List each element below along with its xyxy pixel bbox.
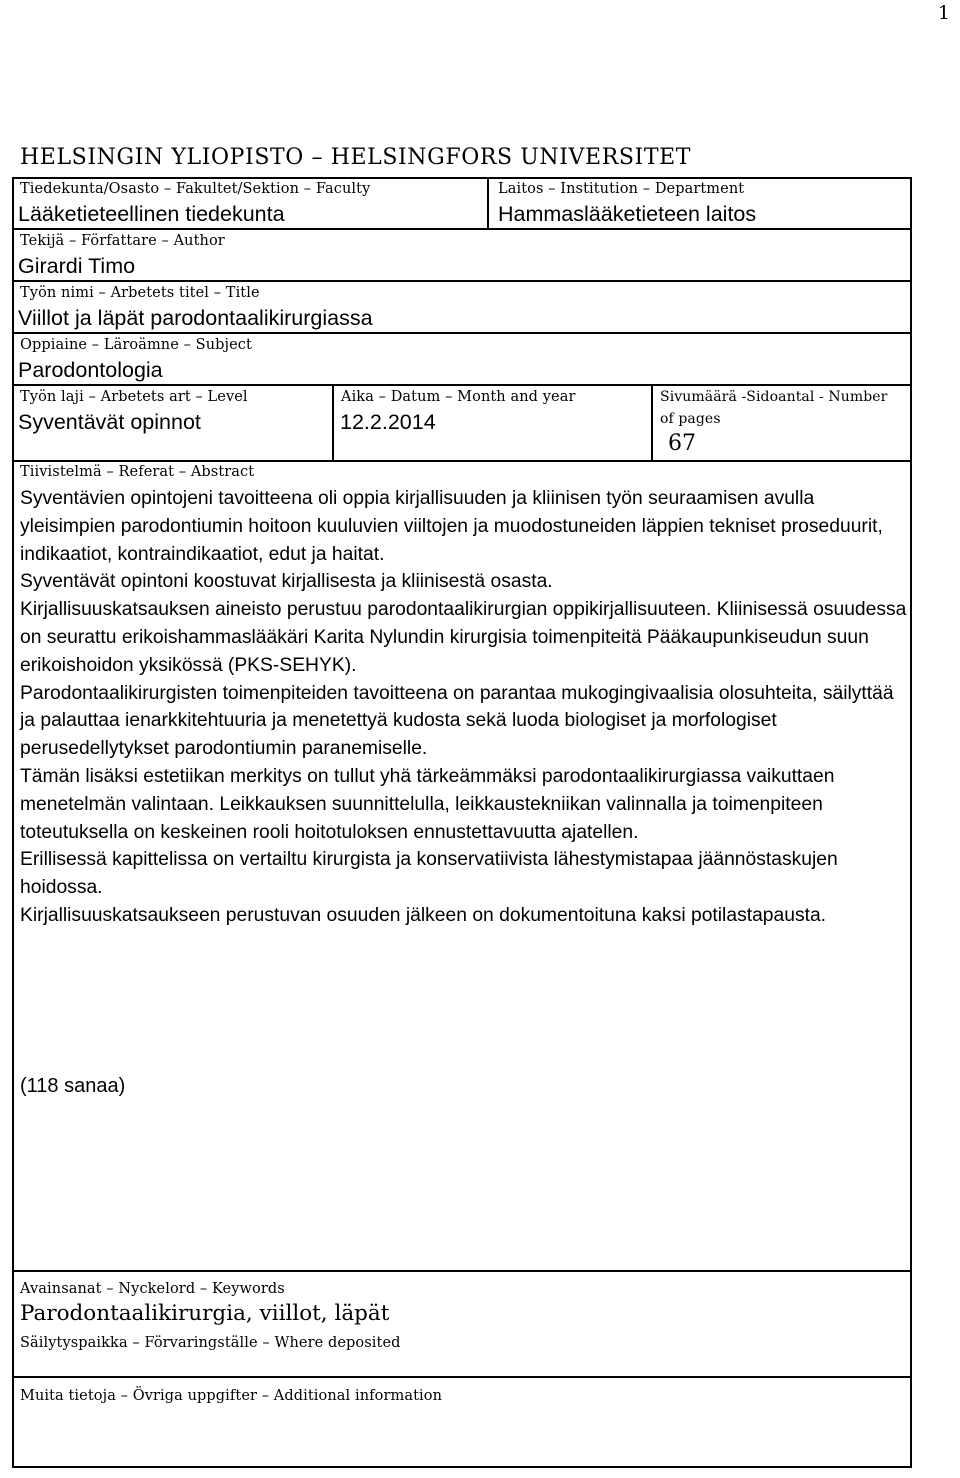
column-divider: [651, 384, 653, 462]
row-divider: [12, 280, 912, 282]
author-label: Tekijä – Författare – Author: [20, 233, 225, 249]
page-number: 1: [937, 2, 950, 24]
abstract-paragraph: Syventävien opintojeni tavoitteena oli oppia kirjallisuuden ja kliinisen työn seuraamisen avulla yleisimpien parodontiumin hoitoon kuuluvien viiltojen ja muodostuneiden läppien tekniset proseduurit, indikaatiot, kontraindikaatiot, edut ja haitat.: [20, 488, 883, 565]
university-name: HELSINGIN YLIOPISTO – HELSINGFORS UNIVERSITET: [20, 145, 692, 170]
border-top: [12, 177, 912, 179]
abstract-paragraph: Kirjallisuuskatsauksen aineisto perustuu parodontaalikirurgian oppikirjallisuuteen. Kliinisessä osuudessa on seurattu erikoishammaslääkäri Karita Nylundin kirurgisia toimenpiteitä Pääkaupunkiseudun suun erikoishoidon yksikössä (PKS-SEHYK).: [20, 599, 907, 676]
pages-label-cont: of pages: [660, 411, 721, 427]
border-bottom: [12, 1466, 912, 1468]
abstract-label: Tiivistelmä – Referat – Abstract: [20, 464, 255, 480]
row-divider: [12, 1376, 912, 1378]
subject-label: Oppiaine – Läroämne – Subject: [20, 337, 252, 353]
border-right: [910, 177, 912, 1468]
keywords-value: Parodontaalikirurgia, viillot, läpät: [20, 1301, 390, 1326]
abstract-paragraph: Tämän lisäksi estetiikan merkitys on tullut yhä tärkeämmäksi parodontaalikirurgiassa vaikuttaen menetelmän valintaan. Leikkauksen suunnittelulla, leikkaustekniikan valinnalla ja toimenpiteen toteutuksella on keskeinen rooli hoitotuloksen ennustettavuutta ajatellen.: [20, 765, 835, 843]
department-label: Laitos – Institution – Department: [498, 181, 745, 197]
row-divider: [12, 460, 912, 462]
deposited-label: Säilytyspaikka – Förvaringställe – Where deposited: [20, 1335, 401, 1351]
column-divider: [487, 177, 489, 230]
faculty-value: Lääketieteellinen tiedekunta: [18, 202, 285, 226]
pages-value: 67: [668, 431, 696, 456]
additional-info-label: Muita tietoja – Övriga uppgifter – Additional information: [20, 1388, 443, 1404]
row-divider: [12, 384, 912, 386]
abstract-body: [20, 485, 910, 930]
abstract-paragraph: Parodontaalikirurgisten toimenpiteiden tavoitteena on parantaa mukogingivaalisia olosuhteita, säilyttää ja palauttaa ienarkkitehtuuria ja menetettyä kudosta sekä luoda biologiset ja morfologiset perusedellytykset parodontiumin paranemiselle.: [20, 682, 894, 760]
author-value: Girardi Timo: [18, 254, 136, 278]
date-label: Aika – Datum – Month and year: [341, 389, 576, 405]
abstract-paragraph: Syventävät opintoni koostuvat kirjallisesta ja kliinisestä osasta.: [20, 571, 553, 593]
row-divider: [12, 1270, 912, 1272]
title-value: Viillot ja läpät parodontaalikirurgiassa: [18, 306, 373, 330]
pages-label: Sivumäärä -Sidoantal - Number: [660, 389, 888, 405]
level-label: Työn laji – Arbetets art – Level: [20, 389, 248, 405]
border-left: [12, 177, 14, 1468]
department-value: Hammaslääketieteen laitos: [498, 202, 757, 226]
faculty-label: Tiedekunta/Osasto – Fakultet/Sektion – Faculty: [20, 181, 371, 197]
level-value: Syventävät opinnot: [18, 410, 201, 434]
row-divider: [12, 332, 912, 334]
word-count: (118 sanaa): [20, 1075, 126, 1097]
abstract-paragraph: Erillisessä kapittelissa on vertailtu kirurgista ja konservatiivista lähestymistapaa jäännöstaskujen hoidossa.: [20, 849, 838, 899]
keywords-label: Avainsanat – Nyckelord – Keywords: [20, 1281, 285, 1297]
title-label: Työn nimi – Arbetets titel – Title: [20, 285, 260, 301]
row-divider: [12, 228, 912, 230]
subject-value: Parodontologia: [18, 358, 163, 382]
date-value: 12.2.2014: [340, 410, 436, 434]
column-divider: [332, 384, 334, 462]
abstract-paragraph: Kirjallisuuskatsaukseen perustuvan osuuden jälkeen on dokumentoituna kaksi potilastapausta.: [20, 904, 827, 926]
